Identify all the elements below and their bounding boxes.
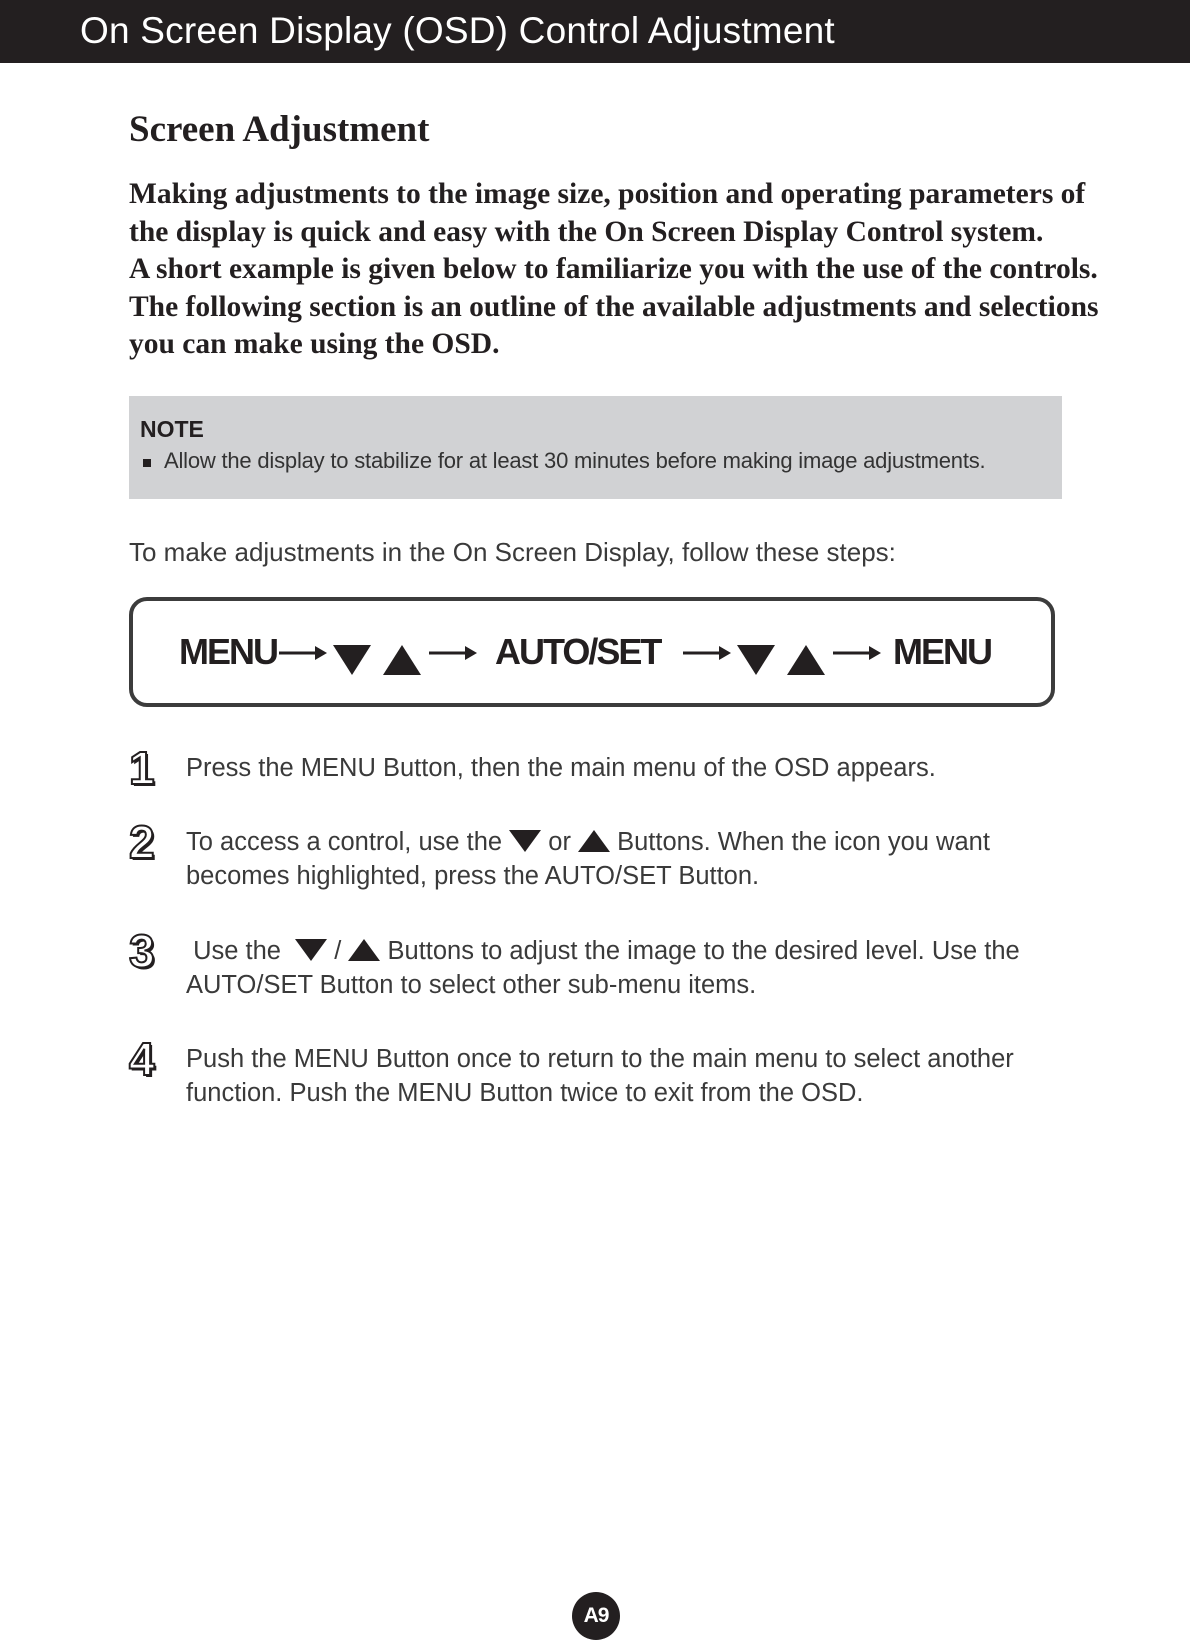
down-triangle-icon [737, 645, 775, 675]
arrow-right-icon [279, 643, 329, 663]
step-text-part: or [541, 828, 579, 856]
osd-flow-diagram [129, 597, 1055, 707]
step-text-part: To access a control, use the [186, 828, 510, 856]
bullet-square-icon [143, 459, 151, 467]
down-triangle-icon [333, 645, 371, 675]
steps-intro: To make adjustments in the On Screen Display, follow these steps: [129, 537, 896, 567]
note-box [129, 396, 1062, 499]
intro-line: Making adjustments to the image size, position and operating parameters of [129, 178, 1086, 210]
flow-menu-label: MENU [179, 631, 277, 672]
step-text [186, 751, 936, 785]
section-title: Screen Adjustment [129, 109, 430, 150]
step-text-line: Press the MENU Button, then the main menu of the OSD appears. [186, 754, 936, 782]
step-text-line: becomes highlighted, press the AUTO/SET Button. [186, 862, 760, 890]
step-number: 2 [129, 816, 155, 868]
flow-auto-set-label: AUTO/SET [495, 631, 661, 672]
up-triangle-icon [578, 830, 610, 852]
header-bar [0, 0, 1190, 63]
note-title: NOTE [140, 416, 204, 442]
step-text-part: Buttons. When the icon you want [610, 828, 990, 856]
step-text-line: Push the MENU Button once to return to the main menu to select another [186, 1045, 1014, 1073]
intro-line: you can make using the OSD. [129, 328, 500, 360]
step-number: 1 [129, 742, 155, 794]
step-text [186, 934, 1020, 1002]
intro-line: A short example is given below to familiarize you with the use of the controls. [129, 253, 1098, 285]
note-text: Allow the display to stabilize for at least 30 minutes before making image adjustments. [164, 448, 986, 473]
step-text-part: Use the [186, 937, 289, 965]
step-text [186, 825, 990, 893]
up-triangle-icon [348, 939, 380, 961]
arrow-right-icon [429, 643, 479, 663]
intro-paragraph [129, 176, 1099, 364]
step-number: 4 [129, 1033, 155, 1085]
intro-line: The following section is an outline of the available adjustments and selections [129, 290, 1099, 323]
step-text-line: function. Push the MENU Button twice to exit from the OSD. [186, 1079, 864, 1107]
step-text-part: Buttons to adjust the image to the desired level. Use the [380, 937, 1020, 965]
flow-menu-end-label: MENU [893, 631, 991, 672]
up-triangle-icon [383, 645, 421, 675]
page-number-badge: A9 [572, 1592, 620, 1640]
down-triangle-icon [295, 939, 327, 961]
arrow-right-icon [833, 643, 883, 663]
intro-line: the display is quick and easy with the On Screen Display Control system. [129, 215, 1044, 248]
step-text-part: / [327, 937, 349, 965]
page-header-title: On Screen Display (OSD) Control Adjustment [80, 10, 835, 51]
step-text [186, 1042, 1014, 1110]
arrow-right-icon [683, 643, 733, 663]
down-triangle-icon [509, 830, 541, 852]
step-number: 3 [129, 925, 155, 977]
up-triangle-icon [787, 645, 825, 675]
step-text-line: AUTO/SET Button to select other sub-menu items. [186, 971, 757, 999]
